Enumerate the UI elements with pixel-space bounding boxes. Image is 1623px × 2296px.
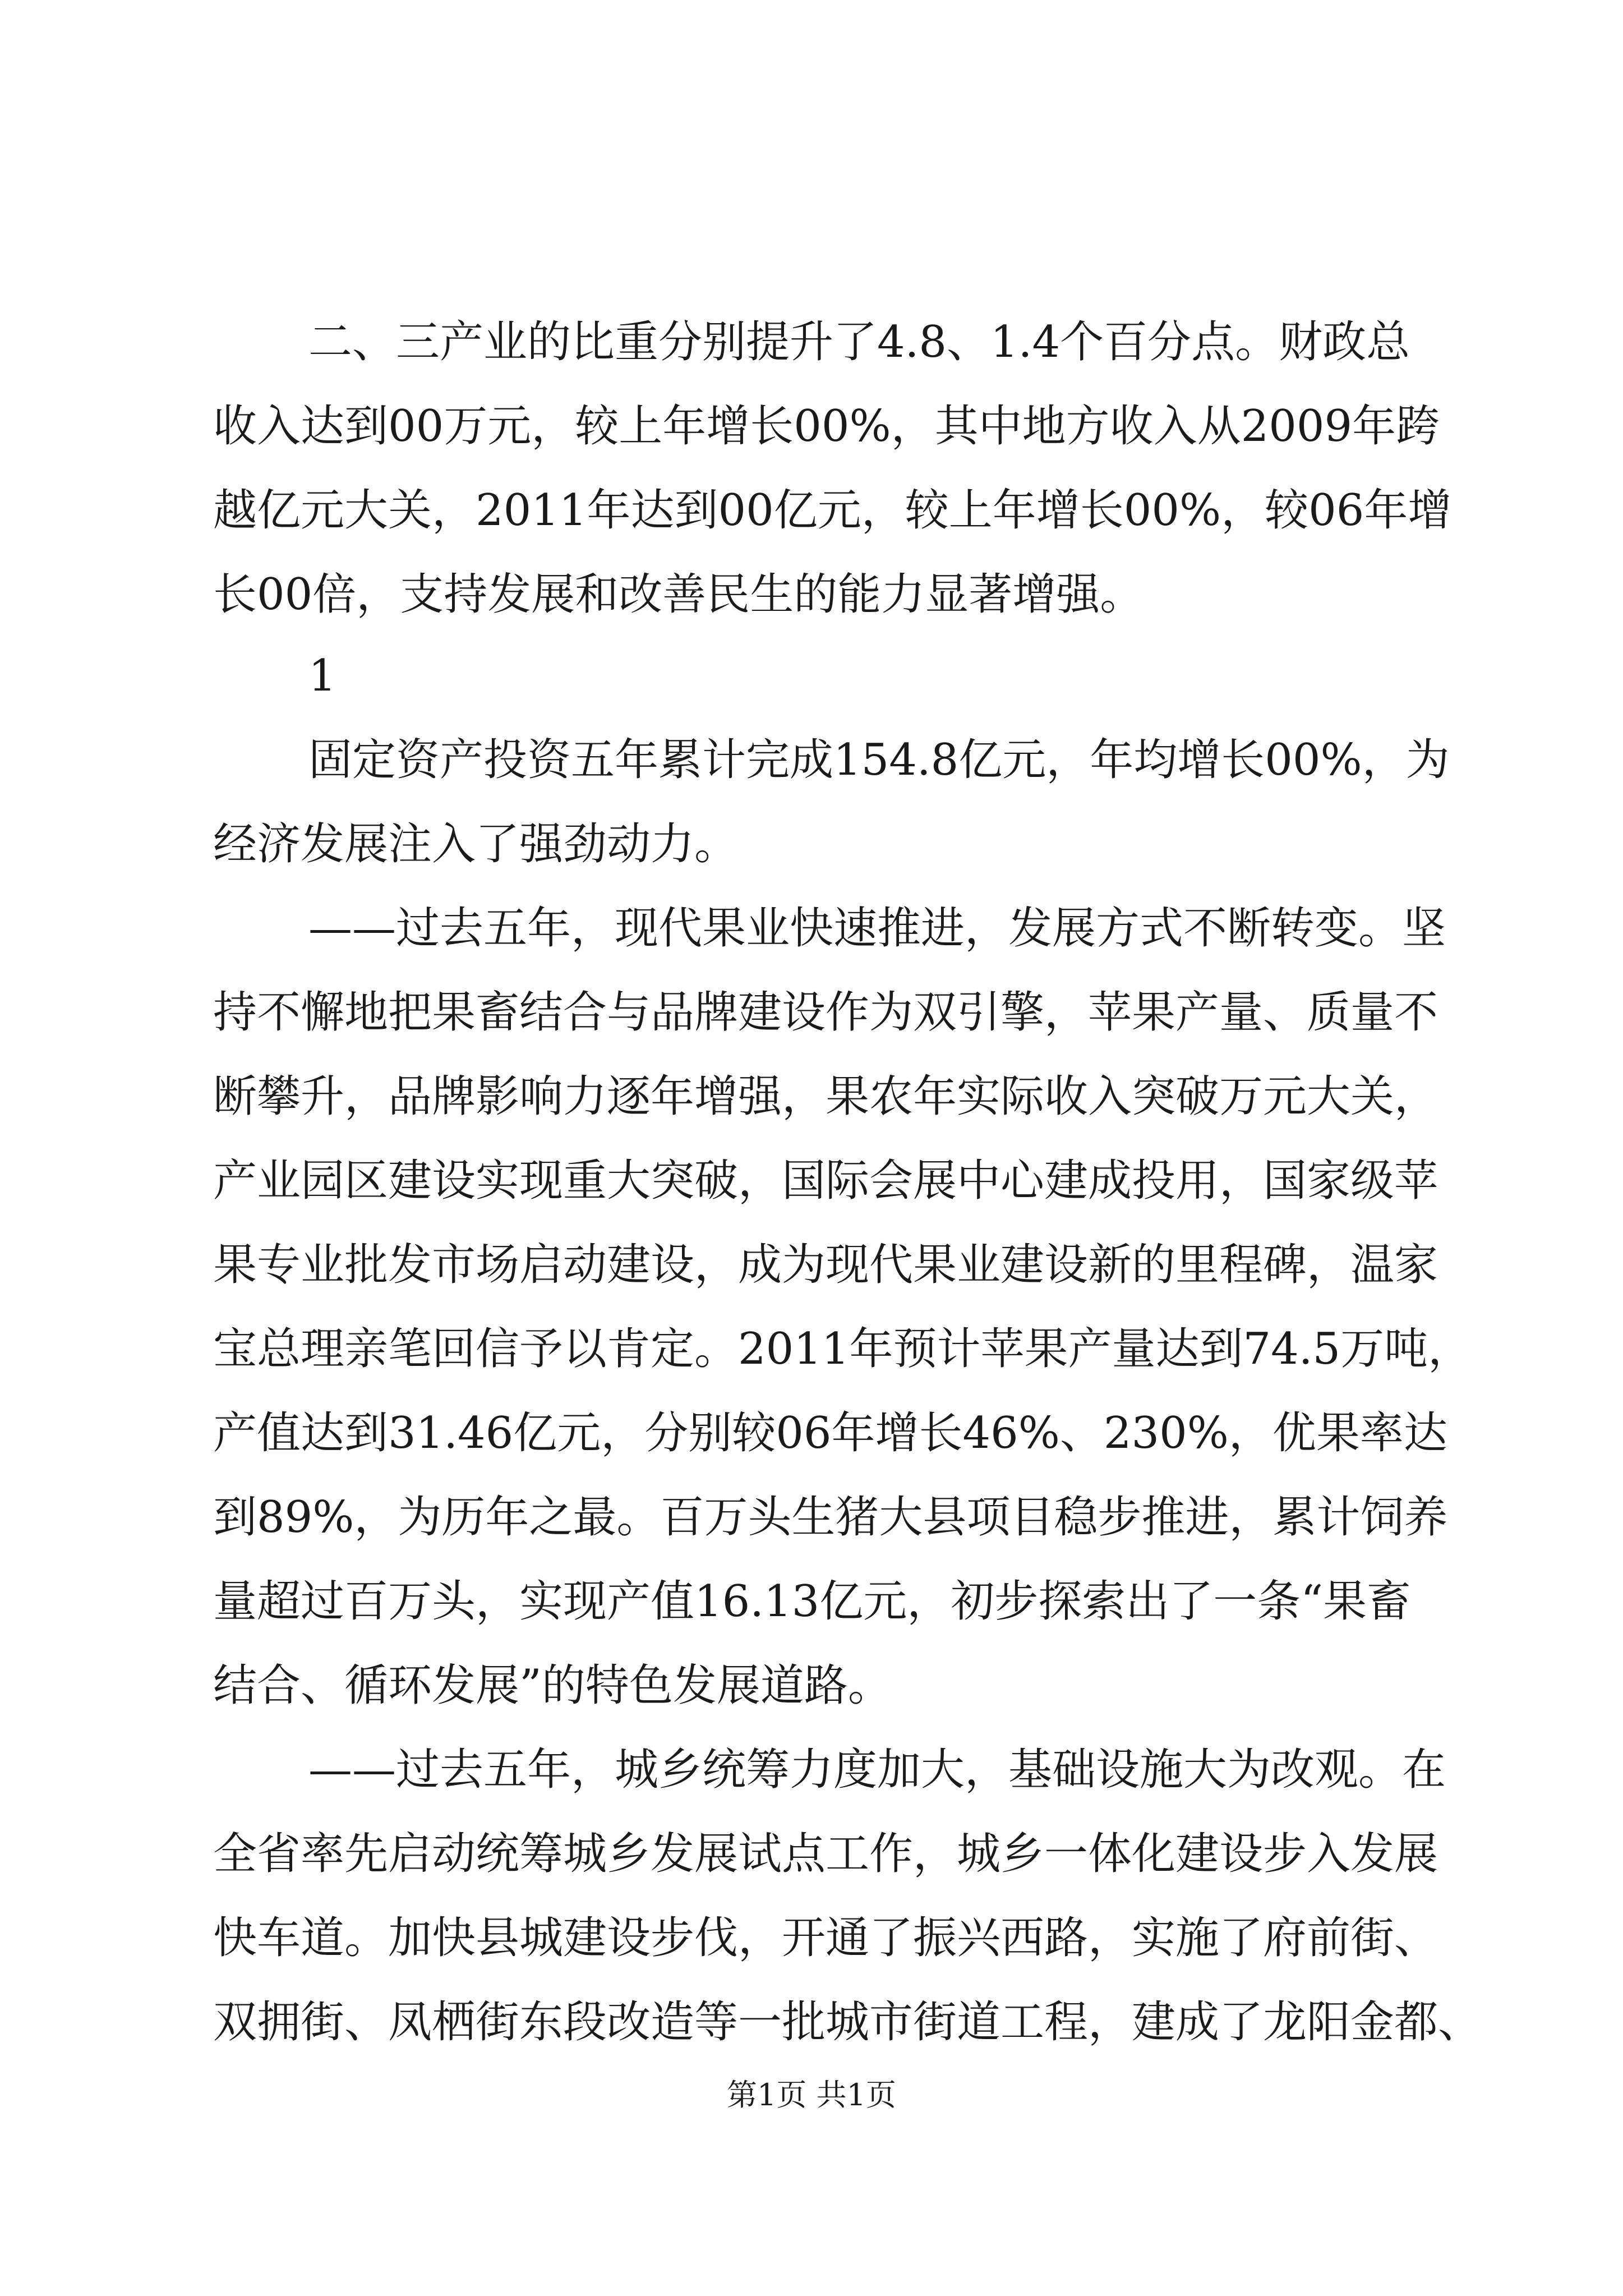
text-line-8-text: ——过去五年，现代果业快速推进，发展方式不断转变。坚 — [308, 903, 1446, 954]
text-line-4-text: 长00倍，支持发展和改善民生的能力显著增强。 — [213, 569, 1144, 620]
text-line-17 — [0, 1644, 1623, 1728]
text-line-13 — [0, 1307, 1623, 1391]
text-line-3-text: 越亿元大关，2011年达到00亿元，较上年增长00%，较06年增 — [213, 485, 1452, 536]
text-line-13-text: 宝总理亲笔回信予以肯定。2011年预计苹果产量达到74.5万吨， — [213, 1324, 1472, 1374]
text-line-20-text: 快车道。加快县城建设步伐，开通了振兴西路，实施了府前街、 — [213, 1913, 1438, 1963]
text-line-6 — [0, 718, 1623, 802]
text-line-18 — [0, 1728, 1623, 1812]
text-line-10-text: 断攀升，品牌影响力逐年增强，果农年实际收入突破万元大关， — [213, 1071, 1438, 1122]
text-line-18-text: ——过去五年，城乡统筹力度加大，基础设施大为改观。在 — [308, 1745, 1446, 1795]
text-line-16 — [0, 1559, 1623, 1644]
text-line-5-text: 1 — [308, 651, 336, 701]
text-line-15 — [0, 1475, 1623, 1559]
text-line-12-text: 果专业批发市场启动建设，成为现代果业建设新的里程碑，温家 — [213, 1240, 1438, 1290]
text-line-8 — [0, 886, 1623, 970]
text-line-15-text: 到89%，为历年之最。百万头生猪大县项目稳步推进，累计饲养 — [213, 1492, 1448, 1543]
text-line-19-text: 全省率先启动统筹城乡发展试点工作，城乡一体化建设步入发展 — [213, 1829, 1438, 1879]
text-line-7 — [0, 802, 1623, 886]
text-line-14-text: 产值达到31.46亿元，分别较06年增长46%、230%，优果率达 — [213, 1408, 1447, 1458]
text-line-5 — [0, 634, 1623, 718]
text-line-11-text: 产业园区建设实现重大突破，国际会展中心建成投用，国家级苹 — [213, 1156, 1438, 1206]
text-line-6-text: 固定资产投资五年累计完成154.8亿元，年均增长00%，为 — [308, 735, 1450, 785]
text-line-9-text: 持不懈地把果畜结合与品牌建设作为双引擎，苹果产量、质量不 — [213, 987, 1438, 1038]
text-line-21-text: 双拥街、凤栖街东段改造等一批城市街道工程，建成了龙阳金都、 — [213, 1997, 1482, 2047]
text-line-14 — [0, 1391, 1623, 1475]
text-line-21 — [0, 1980, 1623, 2064]
text-line-12 — [0, 1223, 1623, 1307]
text-line-19 — [0, 1812, 1623, 1896]
text-line-2 — [0, 384, 1623, 468]
page-footer: 第1页 共1页 — [727, 2077, 896, 2113]
text-line-10 — [0, 1055, 1623, 1139]
text-line-3 — [0, 468, 1623, 553]
text-line-4 — [0, 553, 1623, 637]
text-line-1-text: 二、三产业的比重分别提升了4.8、1.4个百分点。财政总 — [308, 317, 1410, 367]
text-line-16-text: 量超过百万头，实现产值16.13亿元，初步探索出了一条“果畜 — [213, 1576, 1411, 1627]
text-line-1 — [0, 300, 1623, 384]
text-line-17-text: 结合、循环发展”的特色发展道路。 — [213, 1660, 892, 1711]
text-line-11 — [0, 1139, 1623, 1223]
text-line-2-text: 收入达到00万元，较上年增长00%，其中地方收入从2009年跨 — [213, 401, 1440, 452]
text-line-7-text: 经济发展注入了强劲动力。 — [213, 819, 739, 869]
text-line-9 — [0, 970, 1623, 1055]
text-line-20 — [0, 1896, 1623, 1980]
